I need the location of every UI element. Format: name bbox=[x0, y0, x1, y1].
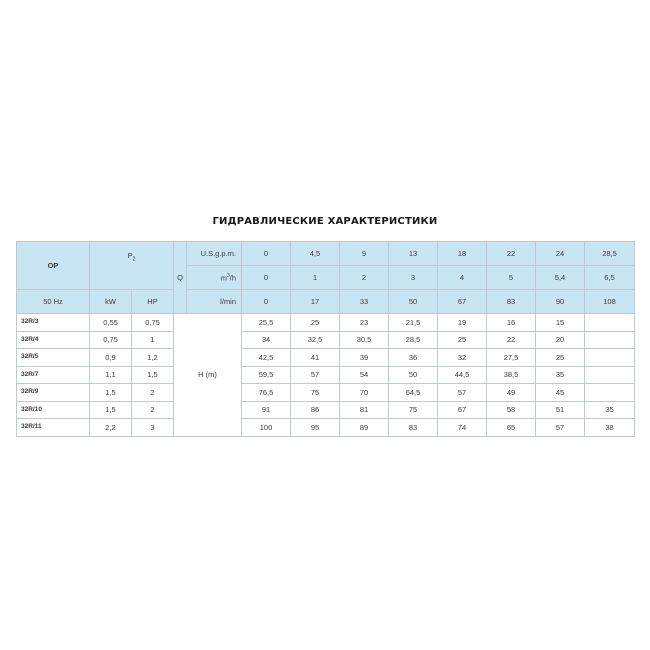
p2-label: P bbox=[127, 251, 133, 261]
head-cell: 95 bbox=[291, 419, 340, 437]
flow-cell: 0 bbox=[242, 290, 291, 314]
head-cell: 57 bbox=[536, 419, 585, 437]
table-row bbox=[17, 366, 635, 384]
head-cell: 23 bbox=[340, 314, 389, 332]
flow-cell: 0 bbox=[242, 266, 291, 290]
head-cell: 81 bbox=[340, 401, 389, 419]
kw-cell: 0,55 bbox=[90, 314, 132, 332]
flow-row-gpm bbox=[17, 242, 635, 266]
model-cell: 32R/4 bbox=[17, 331, 90, 349]
kw-cell: 1,5 bbox=[90, 401, 132, 419]
flow-cell: 5,4 bbox=[536, 266, 585, 290]
head-cell: 30,5 bbox=[340, 331, 389, 349]
head-cell: 34 bbox=[242, 331, 291, 349]
flow-cell: 90 bbox=[536, 290, 585, 314]
head-cell: 27,5 bbox=[487, 349, 536, 367]
head-cell bbox=[585, 314, 635, 332]
model-cell: 32R/11 bbox=[17, 419, 90, 437]
model-cell: 32R/3 bbox=[17, 314, 90, 332]
head-cell: 36 bbox=[389, 349, 438, 367]
q-header: Q bbox=[174, 242, 187, 314]
hp-cell: 3 bbox=[132, 419, 174, 437]
head-cell: 49 bbox=[487, 384, 536, 402]
head-cell: 83 bbox=[389, 419, 438, 437]
flow-cell: 18 bbox=[438, 242, 487, 266]
flow-cell: 9 bbox=[340, 242, 389, 266]
p2-header bbox=[90, 242, 174, 290]
table-row bbox=[17, 314, 635, 332]
head-cell: 45 bbox=[536, 384, 585, 402]
head-cell: 70 bbox=[340, 384, 389, 402]
unit-m3h-tail: /h bbox=[229, 273, 237, 282]
flow-cell: 22 bbox=[487, 242, 536, 266]
table-row bbox=[17, 419, 635, 437]
model-cell: 32R/7 bbox=[17, 366, 90, 384]
head-cell: 20 bbox=[536, 331, 585, 349]
table-row bbox=[17, 349, 635, 367]
flow-cell: 83 bbox=[487, 290, 536, 314]
head-cell: 67 bbox=[438, 401, 487, 419]
head-cell: 15 bbox=[536, 314, 585, 332]
head-cell: 25 bbox=[536, 349, 585, 367]
head-cell: 32 bbox=[438, 349, 487, 367]
head-cell: 35 bbox=[536, 366, 585, 384]
head-cell: 22 bbox=[487, 331, 536, 349]
head-cell bbox=[585, 384, 635, 402]
head-cell bbox=[585, 331, 635, 349]
kw-cell: 0,9 bbox=[90, 349, 132, 367]
table-row bbox=[17, 331, 635, 349]
model-cell: 32R/9 bbox=[17, 384, 90, 402]
head-cell: 100 bbox=[242, 419, 291, 437]
head-cell: 65 bbox=[487, 419, 536, 437]
flow-cell: 4,5 bbox=[291, 242, 340, 266]
model-cell: 32R/10 bbox=[17, 401, 90, 419]
unit-gpm: U.S.g.p.m. bbox=[187, 242, 242, 266]
flow-cell: 17 bbox=[291, 290, 340, 314]
head-cell: 44,5 bbox=[438, 366, 487, 384]
hp-cell: 0,75 bbox=[132, 314, 174, 332]
unit-m3h bbox=[187, 266, 242, 290]
unit-m3h-base: m bbox=[220, 273, 227, 282]
head-cell: 39 bbox=[340, 349, 389, 367]
head-cell: 32,5 bbox=[291, 331, 340, 349]
kw-cell: 0,75 bbox=[90, 331, 132, 349]
model-cell: 32R/5 bbox=[17, 349, 90, 367]
head-cell: 16 bbox=[487, 314, 536, 332]
flow-cell: 0 bbox=[242, 242, 291, 266]
head-cell bbox=[585, 349, 635, 367]
head-cell: 91 bbox=[242, 401, 291, 419]
head-cell: 25,5 bbox=[242, 314, 291, 332]
flow-cell: 28,5 bbox=[585, 242, 635, 266]
flow-cell: 13 bbox=[389, 242, 438, 266]
flow-cell: 6,5 bbox=[585, 266, 635, 290]
head-cell: 50 bbox=[389, 366, 438, 384]
flow-cell: 67 bbox=[438, 290, 487, 314]
hp-cell: 2 bbox=[132, 384, 174, 402]
head-cell: 86 bbox=[291, 401, 340, 419]
hp-cell: 1,5 bbox=[132, 366, 174, 384]
flow-cell: 2 bbox=[340, 266, 389, 290]
hp-cell: 1 bbox=[132, 331, 174, 349]
head-cell: 75 bbox=[291, 384, 340, 402]
head-cell: 64,5 bbox=[389, 384, 438, 402]
head-cell: 57 bbox=[438, 384, 487, 402]
p2-subscript: 2 bbox=[132, 256, 136, 263]
head-cell: 25 bbox=[291, 314, 340, 332]
head-cell: 51 bbox=[536, 401, 585, 419]
head-cell: 21,5 bbox=[389, 314, 438, 332]
head-cell: 75 bbox=[389, 401, 438, 419]
flow-cell: 1 bbox=[291, 266, 340, 290]
head-cell: 54 bbox=[340, 366, 389, 384]
flow-row-lmin bbox=[17, 290, 635, 314]
performance-table bbox=[16, 241, 635, 437]
flow-cell: 33 bbox=[340, 290, 389, 314]
op-header: OP bbox=[17, 242, 90, 290]
head-cell: 89 bbox=[340, 419, 389, 437]
head-label: H (m) bbox=[174, 314, 242, 437]
unit-m3h-sup: 3 bbox=[226, 272, 230, 279]
hp-cell: 1,2 bbox=[132, 349, 174, 367]
table-row bbox=[17, 401, 635, 419]
flow-cell: 50 bbox=[389, 290, 438, 314]
kw-cell: 1,5 bbox=[90, 384, 132, 402]
head-cell: 57 bbox=[291, 366, 340, 384]
head-cell: 41 bbox=[291, 349, 340, 367]
page-title: ГИДРАВЛИЧЕСКИЕ ХАРАКТЕРИСТИКИ bbox=[212, 216, 438, 227]
hp-cell: 2 bbox=[132, 401, 174, 419]
head-cell: 19 bbox=[438, 314, 487, 332]
table-row bbox=[17, 384, 635, 402]
flow-cell: 24 bbox=[536, 242, 585, 266]
kw-cell: 2,2 bbox=[90, 419, 132, 437]
head-cell: 38,5 bbox=[487, 366, 536, 384]
flow-cell: 108 bbox=[585, 290, 635, 314]
flow-cell: 5 bbox=[487, 266, 536, 290]
head-cell: 25 bbox=[438, 331, 487, 349]
head-cell bbox=[585, 366, 635, 384]
head-cell: 35 bbox=[585, 401, 635, 419]
freq-header: 50 Hz bbox=[17, 290, 90, 314]
head-cell: 76,5 bbox=[242, 384, 291, 402]
head-cell: 28,5 bbox=[389, 331, 438, 349]
head-cell: 59,5 bbox=[242, 366, 291, 384]
head-cell: 38 bbox=[585, 419, 635, 437]
head-cell: 74 bbox=[438, 419, 487, 437]
unit-lmin: l/min bbox=[187, 290, 242, 314]
kw-header: kW bbox=[90, 290, 132, 314]
kw-cell: 1,1 bbox=[90, 366, 132, 384]
flow-cell: 4 bbox=[438, 266, 487, 290]
head-cell: 58 bbox=[487, 401, 536, 419]
flow-cell: 3 bbox=[389, 266, 438, 290]
head-cell: 42,5 bbox=[242, 349, 291, 367]
hp-header: HP bbox=[132, 290, 174, 314]
